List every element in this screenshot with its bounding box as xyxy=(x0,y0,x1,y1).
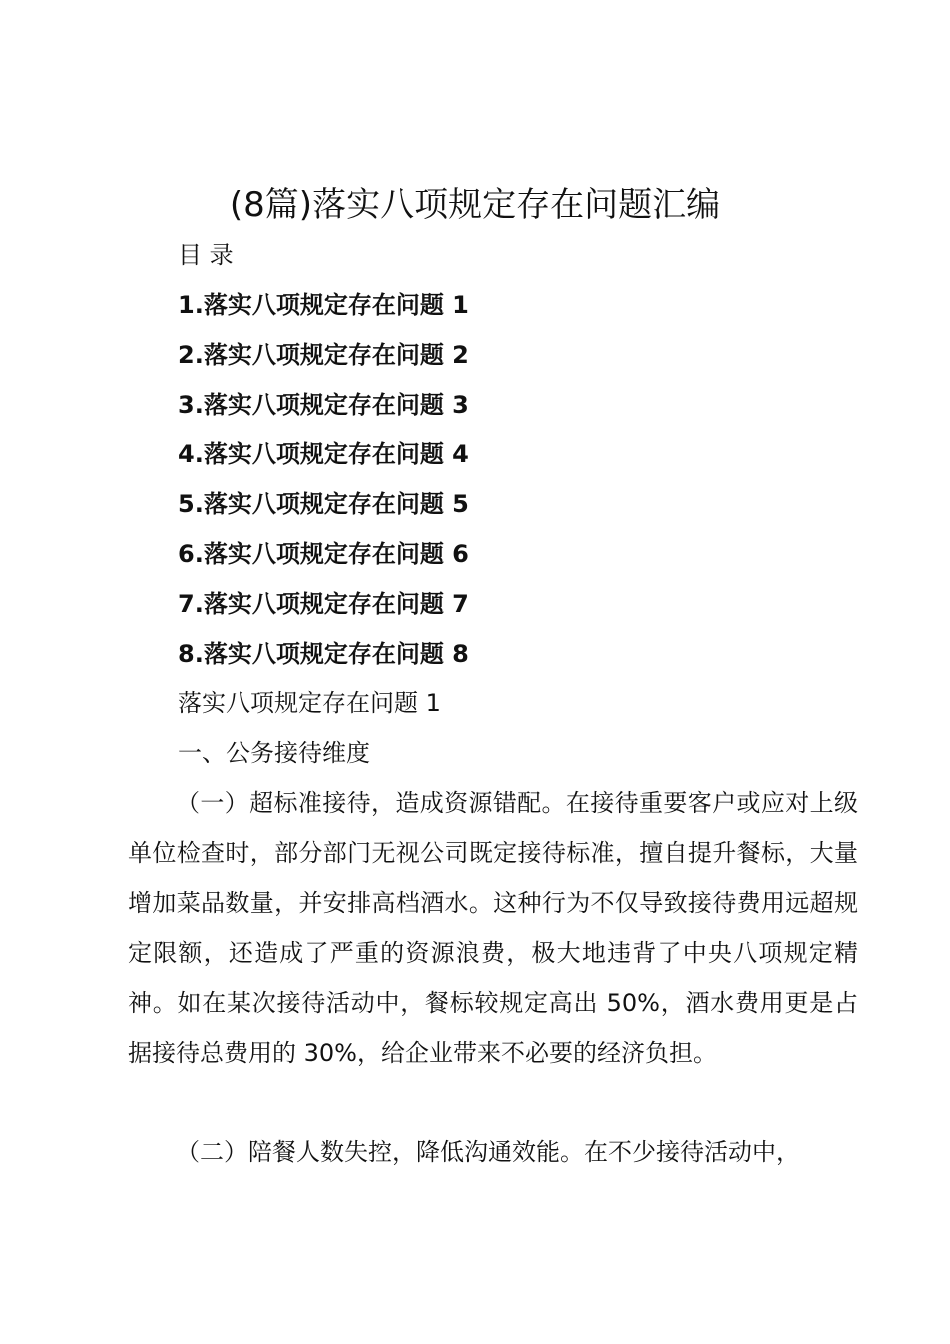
toc-heading: 目 录 xyxy=(178,241,234,269)
toc-item-7[interactable]: 7.落实八项规定存在问题 7 xyxy=(178,590,469,618)
toc-item-1[interactable]: 1.落实八项规定存在问题 1 xyxy=(178,291,469,319)
document-title: (8篇)落实八项规定存在问题汇编 xyxy=(229,185,721,225)
toc-item-2[interactable]: 2.落实八项规定存在问题 2 xyxy=(178,341,469,369)
toc-item-3[interactable]: 3.落实八项规定存在问题 3 xyxy=(178,391,469,419)
subsection-title: 一、公务接待维度 xyxy=(178,739,370,767)
body-paragraph-1: （一）超标准接待，造成资源错配。在接待重要客户或应对上级单位检查时，部分部门无视公司既定接待标准，擅自提升餐标，大量增加菜品数量，并安排高档酒水。这种行为不仅导致接待费用远超规定限额，还造成了严重的资源浪费，极大地违背了中央八项规定精神。如在某次接待活动中，餐标较规定高出 50%，酒水费用更是占据接待总费用的 30%，给企业带来不必要的经济负担。 xyxy=(128,789,858,1067)
toc-item-5[interactable]: 5.落实八项规定存在问题 5 xyxy=(178,490,469,518)
section-title: 落实八项规定存在问题 1 xyxy=(178,689,441,717)
body-paragraph-2: （二）陪餐人数失控，降低沟通效能。在不少接待活动中， xyxy=(176,1138,800,1166)
toc-item-4[interactable]: 4.落实八项规定存在问题 4 xyxy=(178,440,469,468)
toc-item-8[interactable]: 8.落实八项规定存在问题 8 xyxy=(178,640,469,668)
toc-item-6[interactable]: 6.落实八项规定存在问题 6 xyxy=(178,540,469,568)
